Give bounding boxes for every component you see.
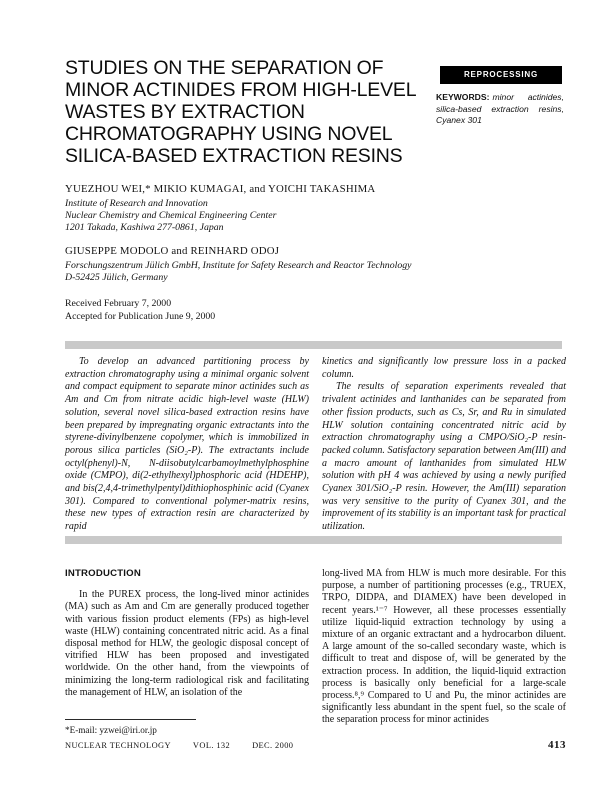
keywords-block xyxy=(436,92,564,127)
affiliation-line: 1201 Takada, Kashiwa 277-0861, Japan xyxy=(65,222,224,234)
keywords-label: KEYWORDS: xyxy=(436,92,490,102)
body-left-column xyxy=(65,568,309,736)
article-title-line: SILICA-BASED EXTRACTION RESINS xyxy=(65,145,403,167)
section-badge: REPROCESSING xyxy=(440,66,562,84)
abstract-paragraph: To develop an advanced partitioning process by extraction chromatography using a minimal organic solvent and compact equipment to separate minor actinides such as Am and Cm from nitrate acidic high-level waste (HLW) solution, several novel silica-based extraction resins have been prepared by impregnating organic extractants into the styrene-divinylbenzene copolymer, which is immobilized in porous silica particles (SiO₂-P). The extractants include octyl(phenyl)-N, N-diisobutylcarbamoylmethylphosphine oxide (CMPO), di(2-ethylhexyl)phosphoric acid (HDEHP), and bis(2,4,4-trimethylpentyl)dithiophosphinic acid (Cyanex 301). Compared to conventional polymer-matrix resins, these new types of extraction resin are characterized by rapid xyxy=(65,356,309,533)
footnote-text: *E-mail: yzwei@iri.or.jp xyxy=(65,724,157,735)
footer-volume: VOL. 132 xyxy=(192,741,231,750)
keywords-text: minor actinides, silica-based extraction resins, Cyanex 301 xyxy=(436,92,564,125)
article-title xyxy=(65,57,416,167)
footnote-rule xyxy=(65,719,196,720)
page-footer xyxy=(65,739,566,751)
author-block-2 xyxy=(65,245,411,284)
abstract xyxy=(65,356,566,534)
author-names: YUEZHOU WEI,* MIKIO KUMAGAI, and YOICHI TAKASHIMA xyxy=(65,183,376,195)
affiliation-line: Institute of Research and Innovation xyxy=(65,198,208,209)
body-right-column xyxy=(322,568,566,736)
accepted-date: Accepted for Publication June 9, 2000 xyxy=(65,310,216,322)
affiliation-line: D-52425 Jülich, Germany xyxy=(65,272,168,284)
intro-paragraph: In the PUREX process, the long-lived minor actinides (MA) such as Am and Cm are generally produced together with various fission product elements (FPs) as high-level waste (HLW) containing concentrated nitric acid. As a final disposal method for HLW, the geologic disposal concept of vitrified HLW has been proposed and investigated worldwide. On the other hand, from the viewpoints of minimizing the long-term radiological risk and facilitating the management of HLW, an isolation of the xyxy=(65,589,309,698)
article-title-line: STUDIES ON THE SEPARATION OF xyxy=(65,57,384,79)
author-block-1 xyxy=(65,183,375,235)
intro-paragraph: long-lived MA from HLW is much more desirable. For this purpose, a number of partitioning processes (e.g., TRUEX, TRPO, DIDPA, and DIAMEX) have been developed in recent years.¹⁻⁷ However, all these processes essentially utilize liquid-liquid extraction technology by using a mixture of an organic extractant and a hydrocarbon diluent. A large amount of the so-called secondary waste, which is difficult to treat and dispose of, will be generated by the extraction process. In addition, the liquid-liquid extraction process is basically only beneficial for a large-scale process.⁸,⁹ Compared to U and Pu, the minor actinides are significantly less abundant in the spent fuel, so the scale of the separation process for minor actinides xyxy=(322,568,566,726)
article-title-line: CHROMATOGRAPHY USING NOVEL xyxy=(65,123,393,145)
abstract-left-column xyxy=(65,356,309,534)
article-title-line: WASTES BY EXTRACTION xyxy=(65,101,305,123)
publication-dates xyxy=(65,298,215,323)
affiliation-line: Forschungszentrum Jülich GmbH, Institute for Safety Research and Reactor Technology xyxy=(65,260,412,271)
abstract-paragraph: The results of separation experiments revealed that trivalent actinides and lanthanides can be separated from other fission products, such as Cs, Sr, and Ru in simulated HLW solution containing concentrated nitric acid by extraction chromatography using a CMPO/SiO₂-P resin-packed column. Satisfactory separation between Am(III) and a macro amount of lanthanides from simulated HLW solution with pH 4 was achieved by using a newly purified Cyanex 301/SiO₂-P resin. However, the Am(III) separation was very sensitive to the purity of Cyanex 301, and the improvement of its stability is an important task for practical utilization. xyxy=(322,381,566,533)
footer-page-number: 413 xyxy=(548,739,566,751)
abstract-divider-bottom xyxy=(65,536,562,544)
affiliation-line: Nuclear Chemistry and Chemical Engineering Center xyxy=(65,210,277,222)
abstract-divider-top xyxy=(65,341,562,349)
abstract-right-column xyxy=(322,356,566,534)
author-names: GIUSEPPE MODOLO and REINHARD ODOJ xyxy=(65,245,280,257)
footer-issue-date: DEC. 2000 xyxy=(252,741,294,750)
footnote xyxy=(65,719,309,736)
received-date: Received February 7, 2000 xyxy=(65,298,172,309)
abstract-paragraph: kinetics and significantly low pressure loss in a packed column. xyxy=(322,356,566,380)
introduction-heading: INTRODUCTION xyxy=(65,568,141,579)
introduction-section xyxy=(65,568,566,736)
article-title-line: MINOR ACTINIDES FROM HIGH-LEVEL xyxy=(65,79,417,101)
footer-journal: NUCLEAR TECHNOLOGY xyxy=(65,741,171,750)
